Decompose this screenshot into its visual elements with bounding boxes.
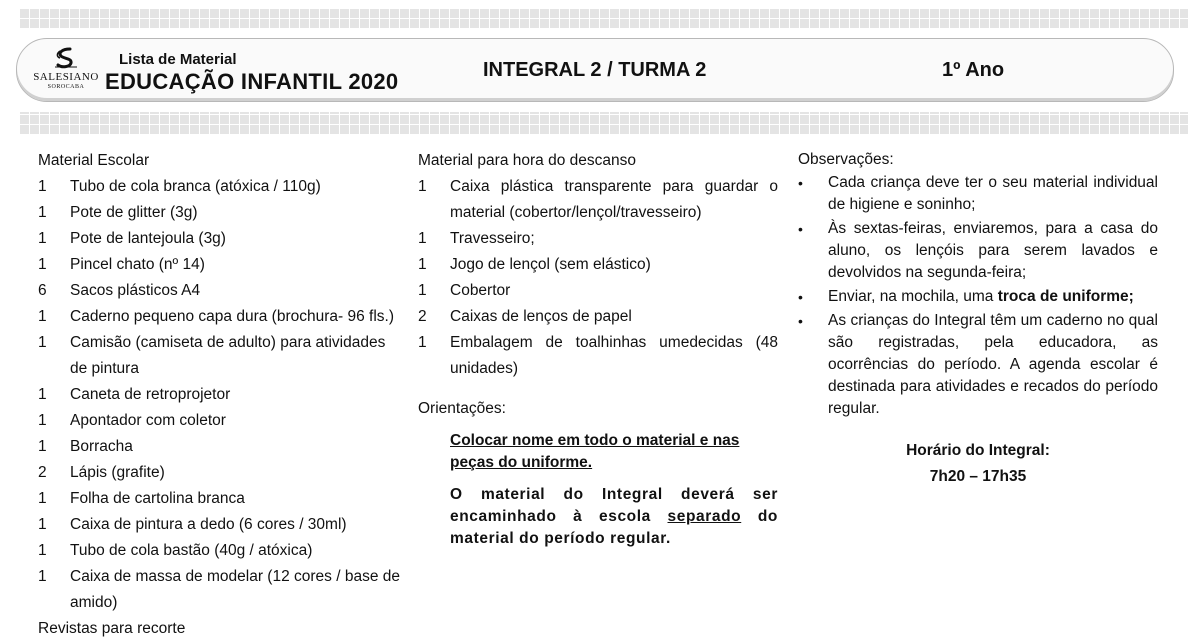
item-quantity: 1 [38,204,47,221]
item-quantity: 6 [38,282,47,299]
item-quantity: 1 [38,178,47,195]
orientacoes-p2-underlined: separado [667,508,742,525]
item-text: Caixas de lenços de papel [450,308,632,325]
list-item [38,434,406,460]
item-quantity: 1 [38,308,47,325]
item-quantity: 1 [38,256,47,273]
descanso-title: Material para hora do descanso [418,152,636,169]
item-quantity: 1 [38,230,47,247]
item-text: Pote de glitter (3g) [70,204,198,221]
document-header [16,38,1174,102]
list-item [418,226,778,252]
list-item [418,174,778,226]
schedule-block [798,438,1158,490]
list-item [418,304,778,330]
item-quantity: 1 [418,178,427,195]
item-text: Lápis (grafite) [70,464,165,481]
class-label: INTEGRAL 2 / TURMA 2 [483,59,707,81]
observacao-item [798,286,1158,308]
grade-label: 1º Ano [942,59,1005,81]
item-text: Caderno pequeno capa dura (brochura- 96 fls.) [70,308,394,325]
salesiano-logo-icon [52,47,80,71]
orientacoes-title: Orientações: [418,400,506,417]
bullet-icon: • [798,313,803,329]
list-item [38,174,406,200]
item-quantity: 2 [38,464,47,481]
descanso-column [418,148,778,550]
list-item [38,538,406,564]
item-text: Apontador com coletor [70,412,226,429]
orientacoes-p2-start: O material do Integral deverá ser encaminhado à escola [450,486,778,525]
item-quantity: 1 [38,386,47,403]
item-quantity: 1 [418,334,427,351]
list-item [38,200,406,226]
bullet-icon: • [798,221,803,237]
item-quantity: 1 [38,568,47,585]
bullet-icon: • [798,175,803,191]
header-title: EDUCAÇÃO INFANTIL 2020 [105,69,399,94]
list-item [38,382,406,408]
observacoes-list [798,172,1158,420]
material-extra-note: Revistas para recorte [38,620,186,637]
item-text: Tubo de cola bastão (40g / atóxica) [70,542,313,559]
list-item [38,226,406,252]
material-escolar-title: Material Escolar [38,152,150,169]
observacao-text: Cada criança deve ter o seu material individual de higiene e soninho; [828,174,1158,213]
item-text: Jogo de lençol (sem elástico) [450,256,651,273]
bullet-icon: • [798,289,803,305]
item-text: Tubo de cola branca (atóxica / 110g) [70,178,321,195]
item-text: Folha de cartolina branca [70,490,245,507]
list-item [38,460,406,486]
item-quantity: 1 [38,412,47,429]
orientacoes-name-notice: Colocar nome em todo o material e nas peças do uniforme. [450,432,740,471]
item-quantity: 1 [38,334,47,351]
header-subtitle: Lista de Material [119,51,237,68]
item-text: Caixa de massa de modelar (12 cores / base de amido) [70,568,400,611]
observacao-item [798,310,1158,420]
list-item [38,564,406,616]
list-item [38,252,406,278]
schedule-time: 7h20 – 17h35 [929,468,1027,485]
list-item [418,330,778,382]
decorative-grid-band-middle [20,112,1188,134]
item-text: Caixa de pintura a dedo (6 cores / 30ml) [70,516,347,533]
item-text: Pincel chato (nº 14) [70,256,205,273]
observacao-text: Às sextas-feiras, enviaremos, para a casa do aluno, os lençóis para serem lavados e devolvidos na segunda-feira; [828,220,1158,281]
observacoes-column [798,148,1158,490]
material-escolar-column [38,148,406,642]
item-text: Camisão (camiseta de adulto) para atividades de pintura [70,334,386,377]
item-quantity: 1 [38,542,47,559]
item-text: Caneta de retroprojetor [70,386,231,403]
descanso-list [418,174,778,382]
list-item [418,252,778,278]
item-quantity: 1 [418,282,427,299]
list-item [38,278,406,304]
observacao-item [798,172,1158,216]
item-text: Embalagem de toalhinhas umedecidas (48 unidades) [450,334,778,377]
item-text: Sacos plásticos A4 [70,282,201,299]
list-item [38,408,406,434]
observacao-item [798,218,1158,284]
list-item [418,278,778,304]
decorative-grid-band-top [20,8,1188,28]
schedule-label: Horário do Integral: [906,442,1050,459]
item-text: Borracha [70,438,133,455]
observacao-bold-text: troca de uniforme; [997,288,1134,305]
observacoes-title: Observações: [798,151,894,168]
orientacoes-separate-notice [450,484,778,550]
item-quantity: 2 [418,308,427,325]
item-text: Travesseiro; [450,230,535,247]
list-item [38,512,406,538]
logo-name: SALESIANO [33,71,99,83]
material-escolar-list [38,174,406,616]
list-item [38,330,406,382]
list-item [38,304,406,330]
item-text: Pote de lantejoula (3g) [70,230,226,247]
item-quantity: 1 [38,490,47,507]
item-text: Cobertor [450,282,511,299]
school-logo [23,47,109,95]
item-quantity: 1 [418,230,427,247]
item-quantity: 1 [38,516,47,533]
logo-city: SOROCABA [47,84,85,90]
observacao-text: As crianças do Integral têm um caderno no qual são registradas, pela educadora, as ocorrências do período. A agenda escolar é destinada para atividades e recados do período regular. [828,312,1158,417]
list-item [38,486,406,512]
observacao-text: Enviar, na mochila, uma [828,288,998,305]
item-quantity: 1 [38,438,47,455]
orientacoes-p2-end: do material do período regular. [450,508,778,547]
item-quantity: 1 [418,256,427,273]
item-text: Caixa plástica transparente para guardar o material (cobertor/lençol/travesseiro) [450,178,778,221]
